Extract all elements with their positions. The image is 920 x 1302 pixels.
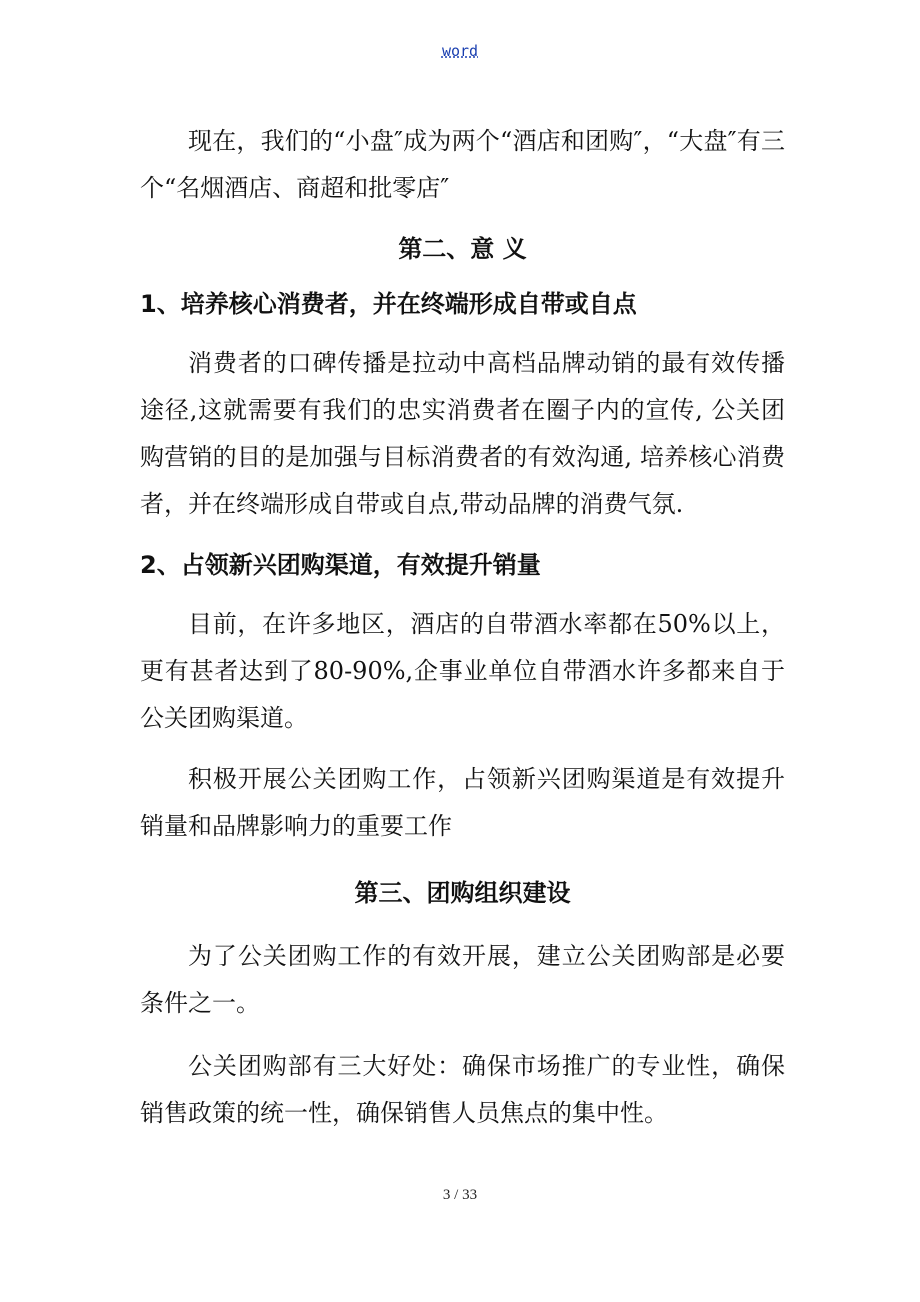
paragraph-word-of-mouth: 消费者的口碑传播是拉动中高档品牌动销的最有效传播途径,这就需要有我们的忠实消费者在圈子内的宣传, 公关团购营销的目的是加强与目标消费者的有效沟通, 培养核心消费者，并在终端形成自带或自点,带动品牌的消费气氛. [140,349,785,518]
subheading-group-channel: 2、占领新兴团购渠道，有效提升销量 [140,551,541,579]
section-title-organization: 第三、团购组织建设 [354,879,571,907]
document-body [140,118,785,1137]
paragraph-establish-department: 为了公关团购工作的有效开展，建立公关团购部是必要条件之一。 [140,942,785,1017]
paragraph-develop-pr-group: 积极开展公关团购工作，占领新兴团购渠道是有效提升销量和品牌影响力的重要工作 [140,765,785,840]
paragraph-three-benefits: 公关团购部有三大好处：确保市场推广的专业性，确保销售政策的统一性，确保销售人员焦点的集中性。 [140,1052,785,1127]
paragraph-small-big-plate: 现在，我们的“小盘″成为两个“酒店和团购″，“大盘″有三个“名烟酒店、商超和批零店″ [140,127,785,202]
header-word-link[interactable]: word [441,42,479,60]
page-number: 3 / 33 [442,1187,478,1203]
paragraph-self-brought-wine: 目前，在许多地区，酒店的自带酒水率都在50%以上，更有甚者达到了80-90%,企事业单位自带酒水许多都来自于公关团购渠道。 [140,610,785,732]
section-title-significance: 第二、意 义 [398,235,527,263]
subheading-core-consumers: 1、培养核心消费者，并在终端形成自带或自点 [140,290,637,318]
